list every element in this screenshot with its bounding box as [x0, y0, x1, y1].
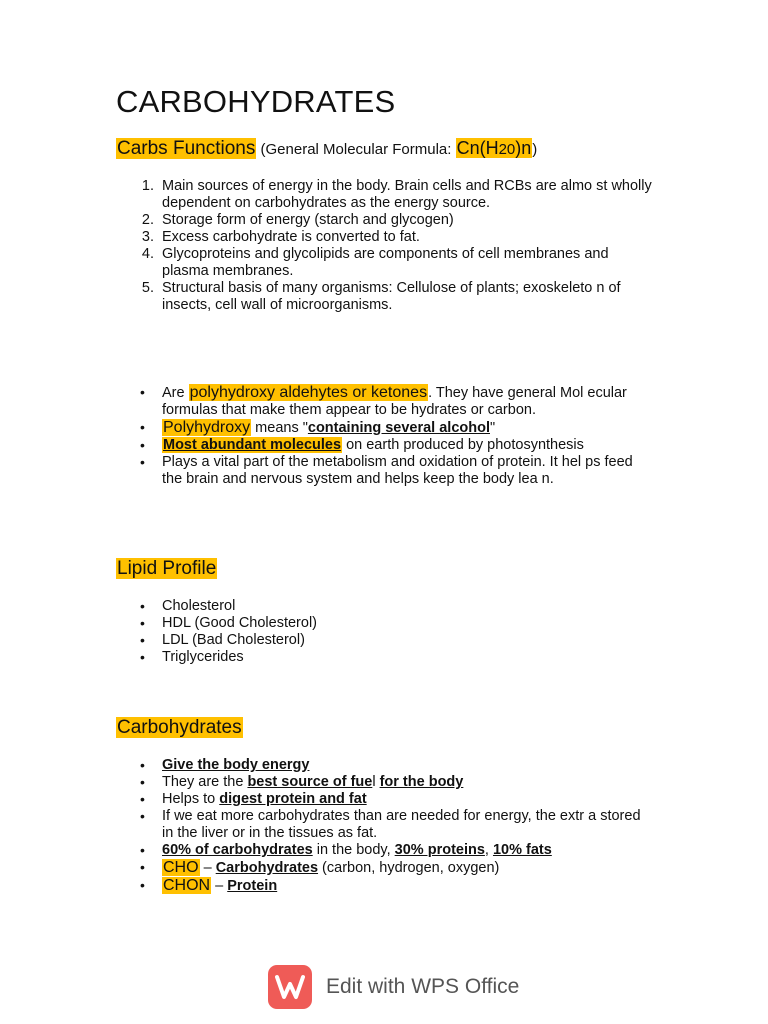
underlined-text: best source of fue [247, 774, 373, 790]
highlight-text: polyhydroxy aldehytes or ketones [189, 384, 428, 401]
list-item: 2. Storage form of energy (starch and glycogen) [141, 212, 454, 228]
lipid-profile-list [138, 598, 654, 666]
heading-highlight: Lipid Profile [117, 558, 217, 579]
list-item: • If we eat more carbohydrates than are needed for energy, the extr a stored in the liver or in the tissues as fat. [140, 808, 641, 841]
highlight-text: Polyhydroxy [163, 419, 251, 436]
list-item: 4. Glycoproteins and glycolipids are components of cell membranes and plasma membranes. [141, 246, 609, 279]
list-item: • Most abundant molecules on earth produced by photosynthesis [140, 437, 584, 453]
list-item: • They are the best source of fuel for the body [140, 774, 464, 790]
formula-sub: 20 [498, 141, 516, 158]
wps-logo-icon [268, 965, 312, 1009]
list-item: • Plays a vital part of the metabolism and oxidation of protein. It hel ps feed the brain and nervous system and helps keep the body lea n. [140, 454, 633, 487]
list-item: • Triglycerides [140, 649, 244, 665]
carbohydrates-heading [116, 717, 243, 739]
list-item: • Give the body energy [140, 757, 310, 773]
formula-highlight [456, 138, 533, 158]
list-item: • Polyhydroxy means "containing several alcohol" [140, 419, 496, 436]
lipid-profile-heading [116, 558, 217, 580]
list-item: • Helps to digest protein and fat [140, 791, 367, 807]
list-item: • CHO – Carbohydrates (carbon, hydrogen, oxygen) [140, 859, 500, 876]
highlight-text: CHO [163, 859, 199, 876]
list-item: • 60% of carbohydrates in the body, 30% proteins, 10% fats [140, 842, 552, 858]
formula-end: )n [515, 138, 532, 158]
heading-highlight: Carbohydrates [117, 717, 242, 738]
highlight-text: Most abundant molecules [163, 437, 342, 453]
underlined-text: digest protein and fat [219, 791, 367, 807]
formula-label: (General Molecular Formula: [256, 141, 456, 158]
underlined-text: containing several alcohol [307, 420, 490, 436]
list-item: • HDL (Good Cholesterol) [140, 615, 317, 631]
underlined-text: 10% fats [492, 842, 552, 858]
carbohydrates-list [138, 757, 654, 895]
list-item: • CHON – Protein [140, 877, 278, 894]
edit-with-wps-label: Edit with WPS Office [326, 975, 520, 998]
underlined-text: Protein [227, 878, 278, 894]
underlined-text: 60% of carbohydrates [162, 842, 313, 858]
underlined-text: for the body [379, 774, 464, 790]
highlight-text: CHON [163, 877, 211, 894]
underlined-text: 30% proteins [394, 842, 485, 858]
list-item: 3. Excess carbohydrate is converted to fat. [141, 229, 420, 245]
edit-with-wps-button[interactable] [268, 965, 519, 1009]
heading-highlight: Carbs Functions [117, 138, 256, 159]
list-item: • Are polyhydroxy aldehytes or ketones. They have general Mol ecular formulas that make them appear to be hydrates or carbon. [140, 384, 627, 418]
list-item: 1. Main sources of energy in the body. Brain cells and RCBs are almo st wholly dependent on carbohydrates as the energy source. [141, 178, 652, 211]
formula-main: Cn(H [456, 138, 499, 158]
list-item: 5. Structural basis of many organisms: Cellulose of plants; exoskeleto n of insects, cell wall of microorganisms. [141, 280, 621, 313]
list-item: • Cholesterol [140, 598, 236, 614]
formula-close: ) [532, 141, 538, 158]
underlined-text: Carbohydrates [215, 860, 319, 876]
functions-numbered-list [138, 178, 654, 314]
page-title: CARBOHYDRATES [116, 84, 396, 119]
carbs-functions-heading [116, 138, 537, 160]
list-item: • LDL (Bad Cholesterol) [140, 632, 305, 648]
carbs-facts-list [138, 384, 654, 488]
underlined-text: Give the body energy [162, 757, 310, 773]
